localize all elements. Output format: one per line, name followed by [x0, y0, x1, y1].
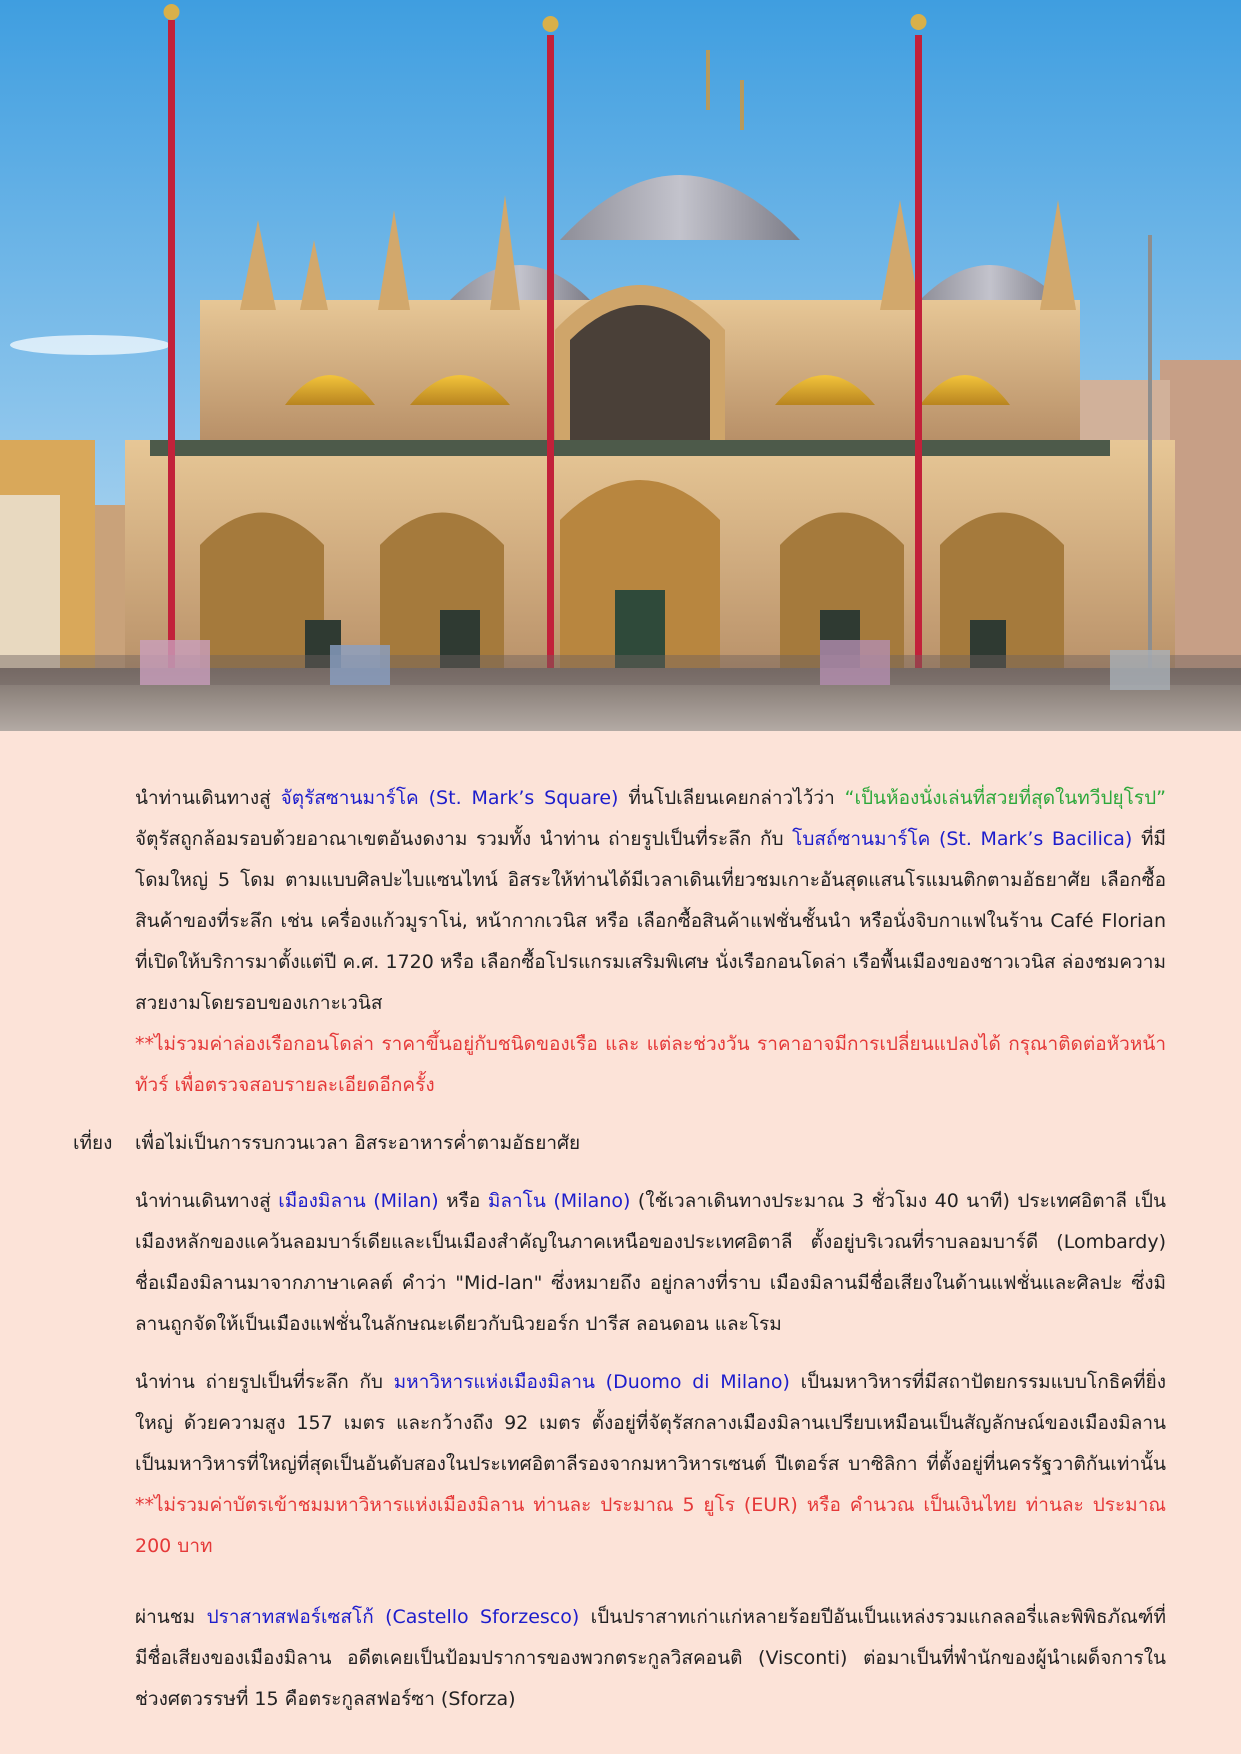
- gondola-note: **ไม่รวมค่าล่องเรือกอนโดล่า ราคาขึ้นอยู่กับชนิดของเรือ และ แต่ละช่วงวัน ราคาอาจมีการเปลี่ยนแปลงได้ กรุณาติดต่อหัวหน้าทัวร์ เพื่อตรวจสอบรายละเอียดอีกครั้ง: [135, 1033, 1166, 1096]
- duomo-ticket-note: **ไม่รวมค่าบัตรเข้าชมมหาวิหารแห่งเมืองมิลาน ท่านละ ประมาณ 5 ยูโร (EUR) หรือ คำนวณ เป็นเงินไทย ท่านละ ประมาณ 200 บาท: [135, 1494, 1166, 1557]
- highlight-duomo: มหาวิหารแห่งเมืองมิลาน (Duomo di Milano): [393, 1371, 790, 1393]
- text-segment: เป็นปราสาทเก่าแก่หลายร้อยปีอันเป็นแหล่งรวมแกลลอรี่และพิพิธภัณฑ์ที่มีชื่อเสียงของเมืองมิลาน อดีตเคยเป็นป้อมปราการของพวกตระกูลวิสคอนติ (Visconti) ต่อมาเป็นที่พำนักของผู้นำเผด็จการในช่วงศตวรรษที่ 15 คือตระกูลสฟอร์ซา (Sforza): [135, 1606, 1166, 1710]
- highlight-st-marks-basilica: โบสถ์ซานมาร์โค (St. Mark’s Bacilica): [792, 828, 1133, 850]
- highlight-milan: เมืองมิลาน (Milan): [278, 1190, 439, 1212]
- text-segment: หรือ: [438, 1190, 488, 1212]
- text-segment: จัตุรัสถูกล้อมรอบด้วยอาณาเขตอันงดงาม รวมทั้ง นำท่าน ถ่ายรูปเป็นที่ระลึก กับ: [135, 828, 793, 850]
- hero-photo-st-marks-basilica: [0, 0, 1241, 731]
- highlight-castello: ปราสาทสฟอร์เซสโก้ (Castello Sforzesco): [206, 1606, 580, 1628]
- text-segment: นำท่าน ถ่ายรูปเป็นที่ระลึก กับ: [135, 1371, 394, 1393]
- paragraph-castello: [135, 1597, 1166, 1720]
- highlight-milano: มิลาโน (Milano): [487, 1190, 631, 1212]
- text-segment: ที่มีโดมใหญ่ 5 โดม ตามแบบศิลปะไบแซนไทน์ อิสระให้ท่านได้มีเวลาเดินเที่ยวชมเกาะอันสุดแสนโรแมนติกตามอัธยาศัย เลือกซื้อสินค้าของที่ระลึก เช่น เครื่องแก้วมูราโน่, หน้ากากเวนิส หรือ เลือกซื้อสินค้าแฟชั่นชั้นนำ หรือนั่งจิบกาแฟในร้าน Café Florian ที่เปิดให้บริการมาตั้งแต่ปี ค.ศ. 1720 หรือ เลือกซื้อโปรแกรมเสริมพิเศษ นั่งเรือกอนโดล่า เรือพื้นเมืองของชาวเวนิส ล่องชมความสวยงามโดยรอบของเกาะเวนิส: [135, 828, 1166, 1014]
- lunch-text: เพื่อไม่เป็นการรบกวนเวลา อิสระอาหารค่ำตามอัธยาศัย: [135, 1132, 581, 1154]
- lunch-row: [73, 1123, 1241, 1164]
- text-segment: เป็นมหาวิหารที่มีสถาปัตยกรรมแบบโกธิคที่ยิ่งใหญ่ ด้วยความสูง 157 เมตร และกว้างถึง 92 เมตร ตั้งอยู่ที่จัตุรัสกลางเมืองมิลานเปรียบเหมือนเป็นสัญลักษณ์ของเมืองมิลาน เป็นมหาวิหารที่ใหญ่ที่สุดเป็นอันดับสองในประเทศอิตาลีรองจากมหาวิหารเซนต์ ปีเตอร์ส บาซิลิกา ที่ตั้งอยู่ที่นครรัฐวาติกันเท่านั้น: [135, 1371, 1167, 1475]
- text-segment: นำท่านเดินทางสู่: [135, 787, 281, 809]
- paragraph-milan: [135, 1181, 1166, 1345]
- highlight-st-marks-square: จัตุรัสซานมาร์โค (St. Mark’s Square): [280, 787, 619, 809]
- napoleon-quote: “เป็นห้องนั่งเล่นที่สวยที่สุดในทวีปยุโรป”: [844, 787, 1166, 809]
- text-segment: (ใช้เวลาเดินทางประมาณ 3 ชั่วโมง 40 นาที) ประเทศอิตาลี เป็นเมืองหลักของแคว้นลอมบาร์เดียและเป็นเมืองสำคัญในภาคเหนือของประเทศอิตาลี ตั้งอยู่บริเวณที่ราบลอมบาร์ดี (Lombardy) ชื่อเมืองมิลานมาจากภาษาเคลต์ คำว่า "Mid-lan" ซึ่งหมายถึง อยู่กลางที่ราบ เมืองมิลานมีชื่อเสียงในด้านแฟชั่นและศิลปะ ซึ่งมิลานถูกจัดให้เป็นเมืองแฟชั่นในลักษณะเดียวกับนิวยอร์ก ปารีส ลอนดอน และโรม: [135, 1190, 1166, 1335]
- text-segment: ที่นโปเลียนเคยกล่าวไว้ว่า: [618, 787, 845, 809]
- itinerary-text: [0, 778, 1241, 1737]
- text-segment: นำท่านเดินทางสู่: [135, 1190, 279, 1212]
- paragraph-st-marks-square: [135, 778, 1166, 1106]
- paragraph-duomo: [135, 1362, 1166, 1567]
- lunch-label: เที่ยง: [73, 1132, 113, 1154]
- text-segment: ผ่านชม: [135, 1606, 207, 1628]
